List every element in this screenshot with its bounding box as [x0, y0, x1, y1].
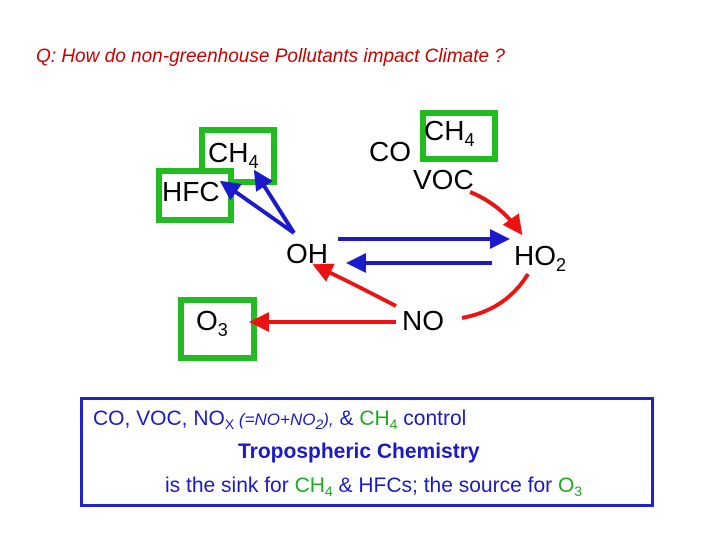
page-title: Q: How do non-greenhouse Pollutants impact Climate ?	[36, 46, 505, 67]
no-label: NO	[402, 305, 444, 336]
co-label: CO	[369, 136, 411, 167]
ho2-to-no-arrow	[462, 274, 528, 318]
ch4-label-right: $CH_4$	[424, 115, 475, 150]
ho2-label: $HO_2$	[514, 240, 567, 275]
oh-to-hfc-arrow	[223, 183, 294, 233]
voc-to-ho2-arrow	[470, 192, 520, 232]
ch4-label-left: $CH_4$	[208, 137, 259, 172]
summary-line-2: Tropospheric Chemistry	[238, 440, 480, 463]
o3-label: $O_3$	[196, 305, 228, 340]
summary-line-1: CO, VOC, $NO_X$ $(=NO+NO_2)$, & $CH_4$ control	[93, 407, 467, 432]
summary-panel	[80, 397, 654, 507]
voc-label: VOC	[413, 164, 474, 195]
oh-to-ch4-arrow	[256, 173, 294, 233]
oh-label: OH	[286, 238, 328, 269]
no-to-oh-arrow	[316, 266, 396, 306]
summary-line-3: is the sink for $CH_4$ & HFCs; the source for $O_3$	[165, 474, 583, 499]
hfc-label: HFC	[162, 176, 220, 207]
